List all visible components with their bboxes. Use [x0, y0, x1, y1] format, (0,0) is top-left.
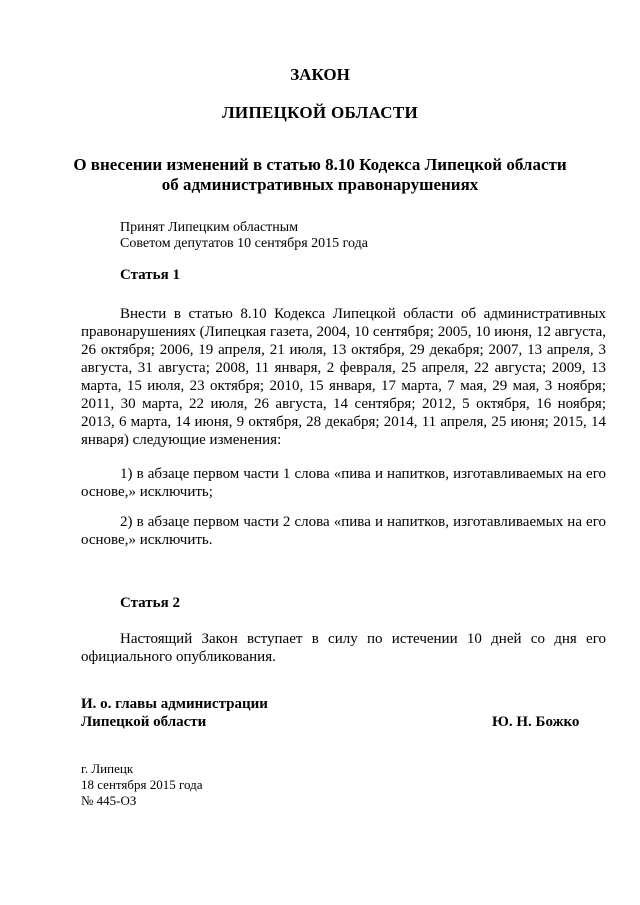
article-2-heading: Статья 2	[120, 595, 180, 611]
accepted-line-2: Советом депутатов 10 сентября 2015 года	[120, 236, 368, 251]
subtitle-line-2: об административных правонарушениях	[161, 175, 479, 194]
document-title: ЗАКОН	[290, 65, 350, 84]
article-1-item-1: 1) в абзаце первом части 1 слова «пива и напитков, изготавливаемых на его основе,» исключить;	[81, 466, 606, 500]
accepted-note	[120, 220, 368, 252]
signatory-name: Ю. Н. Божко	[492, 714, 580, 730]
footer-date: 18 сентября 2015 года	[81, 777, 203, 792]
signatory-position	[81, 695, 268, 731]
accepted-line-1: Принят Липецким областным	[120, 220, 299, 235]
subtitle-line-1: О внесении изменений в статью 8.10 Кодекса Липецкой области	[73, 155, 567, 174]
article-1-heading: Статья 1	[120, 267, 180, 283]
document-footer	[81, 761, 203, 809]
signatory-position-line-1: И. о. главы администрации	[81, 696, 268, 712]
footer-number: № 445-ОЗ	[81, 793, 137, 808]
article-2-text: Настоящий Закон вступает в силу по истечении 10 дней со дня его официального опубликования.	[81, 631, 606, 665]
article-1-intro: Внести в статью 8.10 Кодекса Липецкой области об административных правонарушениях (Липецкая газета, 2004, 10 сентября; 2005, 10 июня, 12 августа, 26 октября; 2006, 19 апреля, 21 июля, 13 октября, 29 декабря; 2007, 13 апреля, 3 августа, 31 августа; 2008, 11 января, 2 февраля, 25 апреля, 22 августа; 2009, 13 марта, 15 июля, 23 октября; 2010, 15 января, 17 марта, 7 мая, 29 мая, 3 ноября; 2011, 30 марта, 22 июля, 26 августа, 14 сентября; 2012, 5 октября, 16 ноября; 2013, 6 марта, 14 июня, 9 октября, 28 декабря; 2014, 11 апреля, 25 июня; 2015, 14 января) следующие изменения:	[81, 306, 606, 448]
footer-city: г. Липецк	[81, 761, 134, 776]
document-region: ЛИПЕЦКОЙ ОБЛАСТИ	[221, 103, 419, 122]
article-1-item-2: 2) в абзаце первом части 2 слова «пива и напитков, изготавливаемых на его основе,» исключить.	[81, 514, 606, 548]
document-subtitle	[0, 155, 640, 195]
signatory-position-line-2: Липецкой области	[81, 714, 207, 730]
